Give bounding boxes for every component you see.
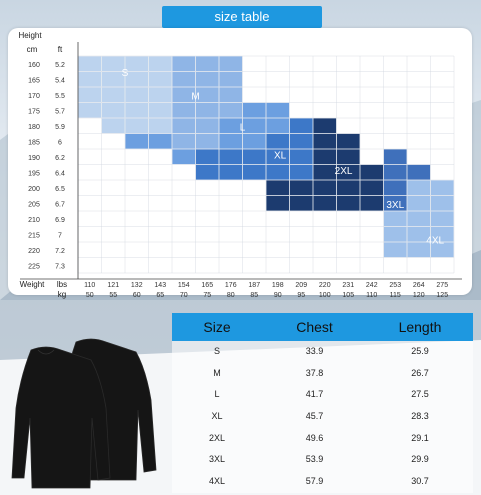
ft-tick: 6.5: [55, 185, 65, 193]
unit-kg: kg: [57, 290, 67, 299]
row-chest: 41.7: [305, 389, 324, 400]
lbs-tick: 264: [412, 282, 425, 289]
header-length: Length: [398, 319, 442, 335]
lbs-tick: 198: [271, 282, 284, 289]
ft-tick: 6.7: [55, 201, 65, 209]
size-region-4xl: [384, 211, 408, 258]
size-table-banner: size table: [162, 6, 322, 28]
cm-tick: 185: [28, 139, 40, 147]
unit-cm: cm: [26, 45, 38, 54]
cm-tick: 190: [28, 154, 40, 162]
kg-tick: 115: [389, 292, 401, 299]
row-size: M: [213, 367, 221, 378]
shirt-image: [6, 330, 166, 490]
size-chart-body: [172, 341, 473, 493]
header-size: Size: [203, 319, 231, 335]
lbs-tick: 110: [84, 282, 96, 289]
row-chest: 45.7: [305, 411, 324, 422]
unit-lbs: lbs: [56, 280, 68, 289]
size-label-l: L: [239, 122, 246, 134]
lbs-tick: 132: [130, 282, 143, 289]
row-length: 25.9: [411, 346, 429, 356]
lbs-tick: 220: [318, 282, 331, 289]
table-row: [172, 341, 473, 363]
lbs-tick: 253: [389, 282, 402, 289]
lbs-tick: 121: [107, 282, 120, 289]
size-region-l: [125, 134, 149, 150]
lbs-tick: 242: [365, 282, 378, 289]
row-length: 26.7: [411, 367, 429, 378]
cm-tick: 205: [28, 201, 40, 209]
kg-tick: 50: [85, 292, 94, 299]
ft-tick: 5.2: [55, 61, 65, 69]
lbs-tick: 143: [154, 282, 167, 289]
cm-tick: 225: [28, 263, 40, 271]
ft-tick: 5.4: [55, 77, 65, 85]
kg-tick: 100: [318, 292, 331, 299]
ft-tick: 5.9: [55, 123, 65, 131]
size-label-s: S: [121, 68, 129, 80]
ft-tick: 7: [58, 232, 62, 240]
row-size: 2XL: [208, 432, 225, 443]
table-row: [172, 449, 473, 471]
ft-tick: 7.2: [55, 247, 65, 255]
row-length: 29.1: [411, 432, 429, 443]
kg-tick: 120: [412, 292, 425, 299]
ft-tick: 7.3: [55, 263, 65, 271]
size-label-xl: XL: [273, 150, 287, 162]
ft-tick: 6: [58, 139, 62, 147]
cm-tick: 215: [28, 232, 40, 240]
cm-tick: 170: [28, 92, 40, 100]
row-chest: 49.6: [305, 432, 324, 443]
row-chest: 57.9: [305, 476, 324, 487]
cm-tick: 180: [28, 123, 40, 131]
row-chest: 33.9: [305, 346, 324, 356]
kg-tick: 75: [203, 292, 212, 299]
row-length: 29.9: [411, 454, 429, 465]
size-label-2xl: 2XL: [334, 165, 353, 177]
cm-tick: 210: [28, 216, 40, 224]
row-size: 4XL: [208, 476, 225, 487]
row-size: S: [213, 346, 220, 356]
kg-tick: 70: [179, 292, 188, 299]
table-row: [172, 384, 473, 406]
kg-tick: 125: [436, 292, 449, 299]
unit-ft: ft: [57, 45, 63, 54]
kg-tick: 85: [250, 292, 259, 299]
kg-tick: 55: [109, 292, 118, 299]
row-size: L: [214, 389, 220, 400]
header-chest: Chest: [296, 319, 333, 335]
table-row: [172, 363, 473, 385]
kg-tick: 90: [273, 292, 282, 299]
ft-tick: 6.9: [55, 216, 65, 224]
cm-tick: 200: [28, 185, 40, 193]
table-row: [172, 406, 473, 428]
ft-tick: 5.7: [55, 108, 65, 116]
size-label-3xl: 3XL: [386, 199, 405, 211]
cm-tick: 175: [28, 108, 40, 116]
row-size: XL: [211, 411, 223, 422]
size-chart-header: [172, 313, 473, 341]
table-row: [172, 428, 473, 450]
row-chest: 53.9: [305, 454, 324, 465]
size-chart-table: [172, 313, 473, 493]
row-chest: 37.8: [305, 367, 324, 378]
lbs-tick: 165: [201, 282, 214, 289]
cm-tick: 160: [28, 61, 40, 69]
kg-tick: 60: [132, 292, 141, 299]
row-length: 30.7: [411, 476, 429, 487]
kg-tick: 110: [366, 292, 378, 299]
ft-tick: 6.4: [55, 170, 65, 178]
height-label: Height: [18, 31, 42, 40]
ft-tick: 6.2: [55, 154, 65, 162]
cm-tick: 195: [28, 170, 40, 178]
size-label-4xl: 4XL: [426, 235, 445, 247]
table-row: [172, 471, 473, 493]
size-grid: [8, 28, 472, 299]
kg-tick: 95: [297, 292, 306, 299]
cm-tick: 165: [28, 77, 40, 85]
ft-tick: 5.5: [55, 92, 65, 100]
lbs-tick: 154: [177, 282, 190, 289]
lbs-tick: 275: [436, 282, 449, 289]
lbs-tick: 187: [248, 282, 261, 289]
kg-tick: 105: [342, 292, 355, 299]
row-size: 3XL: [208, 454, 225, 465]
row-length: 27.5: [411, 389, 429, 400]
size-region-2xl: [360, 165, 384, 212]
row-length: 28.3: [411, 411, 429, 422]
height-weight-grid-card: [8, 28, 472, 299]
size-label-m: M: [191, 91, 200, 103]
kg-tick: 80: [226, 292, 235, 299]
lbs-tick: 231: [342, 282, 355, 289]
lbs-tick: 209: [295, 282, 308, 289]
kg-tick: 65: [156, 292, 165, 299]
size-region-l: [149, 134, 173, 150]
lbs-tick: 176: [224, 282, 237, 289]
cm-tick: 220: [28, 247, 40, 255]
size-region-s: [102, 118, 173, 134]
weight-label: Weight: [19, 280, 45, 289]
